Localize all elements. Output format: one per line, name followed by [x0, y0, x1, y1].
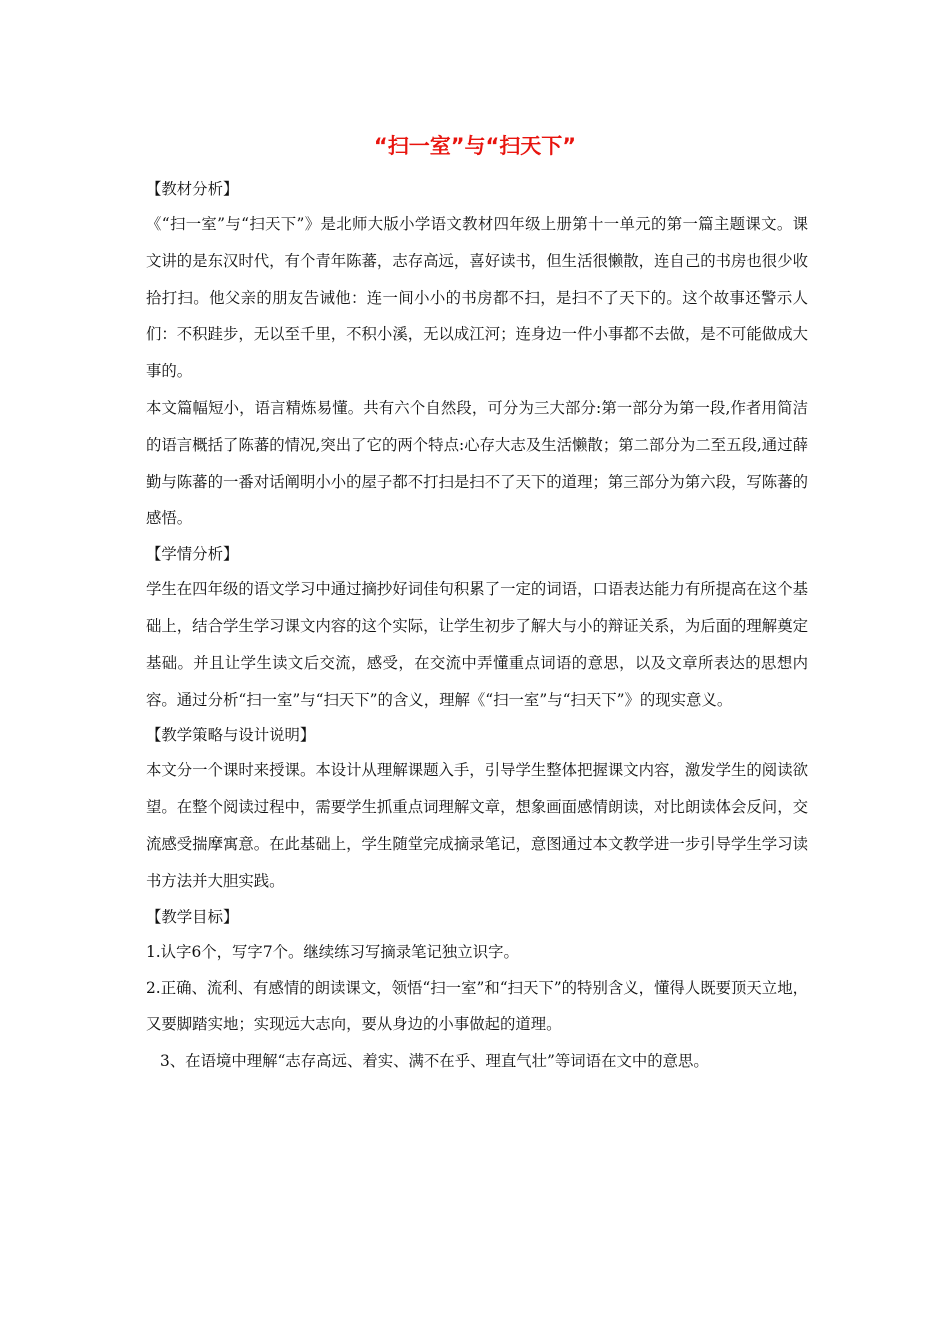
heading-students: 【学情分析】 — [146, 545, 239, 564]
document-title — [0, 130, 950, 162]
paragraph-students: 学生在四年级的语文学习中通过摘抄好词佳句积累了一定的词语，口语表达能力有所提高在这个基础上，结合学生学习课文内容的这个实际，让学生初步了解大与小的辩证关系，为后面的理解奠定基础。并且让学生读文后交流，感受，在交流中弄懂重点词语的意思，以及文章所表达的思想内容。通过分析“扫一室”与“扫天下”的含义，理解《“扫一室”与“扫天下”》的现实意义。 — [146, 580, 808, 709]
paragraph-analysis-1: 《“扫一室”与“扫天下”》是北师大版小学语文教材四年级上册第十一单元的第一篇主题课文。课文讲的是东汉时代，有个青年陈蕃，志存高远，喜好读书，但生活很懒散，连自己的书房也很少收拾打扫。他父亲的朋友告诫他：连一间小小的书房都不扫，是扫不了天下的。这个故事还警示人们：不积跬步，无以至千里，不积小溪，无以成江河；连身边一件小事都不去做，是不可能做成大事的。 — [146, 215, 808, 381]
goal-item-2: 2.正确、流利、有感情的朗读课文，领悟“扫一室”和“扫天下”的特别含义，懂得人既要顶天立地，又要脚踏实地；实现远大志向，要从身边的小事做起的道理。 — [146, 978, 808, 1034]
document-body — [146, 172, 808, 1079]
paragraph-strategy: 本文分一个课时来授课。本设计从理解课题入手，引导学生整体把握课文内容，激发学生的阅读欲望。在整个阅读过程中，需要学生抓重点词理解文章，想象画面感情朗读，对比朗读体会反问，交流感受揣摩寓意。在此基础上，学生随堂完成摘录笔记，意图通过本文教学进一步引导学生学习读书方法并大胆实践。 — [146, 761, 808, 890]
heading-strategy: 【教学策略与设计说明】 — [146, 726, 316, 745]
heading-analysis: 【教材分析】 — [146, 180, 239, 198]
goal-item-1: 1.认字6个，写字7个。继续练习写摘录笔记独立识字。 — [146, 942, 519, 961]
goal-item-3: 3、在语境中理解“志存高远、着实、满不在乎、理直气壮”等词语在文中的意思。 — [160, 1051, 709, 1070]
document-title-text: “扫一室”与“扫天下” — [373, 134, 577, 158]
paragraph-analysis-2: 本文篇幅短小，语言精炼易懂。共有六个自然段，可分为三大部分:第一部分为第一段,作者用简洁的语言概括了陈蕃的情况,突出了它的两个特点:心存大志及生活懒散；第二部分为二至五段,通过薛勤与陈蕃的一番对话阐明小小的屋子都不打扫是扫不了天下的道理；第三部分为第六段，写陈蕃的感悟。 — [146, 398, 808, 528]
heading-goals: 【教学目标】 — [146, 907, 239, 926]
